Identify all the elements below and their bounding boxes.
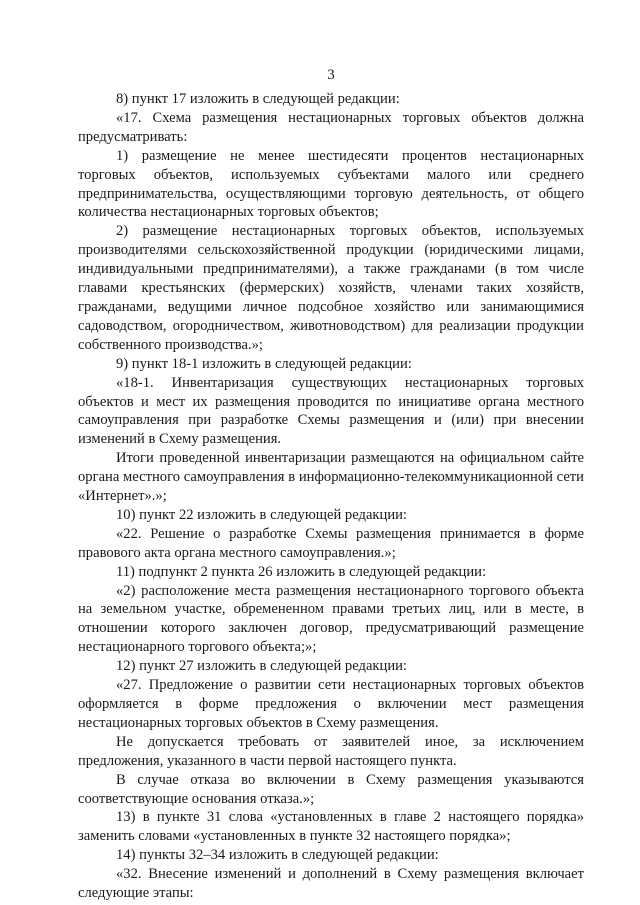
page-number: 3 <box>327 67 335 83</box>
paragraph-clause-27-part-2: Не допускается требовать от заявителей иное, за исключением предложения, указанного в части первой настоящего пункта. <box>78 733 584 769</box>
document-page <box>78 66 584 903</box>
paragraph-clause-32: «32. Внесение изменений и дополнений в Схему размещения включает следующие этапы: <box>78 866 584 902</box>
paragraph-item-11: 11) подпункт 2 пункта 26 изложить в следующей редакции: <box>116 563 487 580</box>
paragraph-clause-27: «27. Предложение о развитии сети нестационарных торговых объектов оформляется в форме предложения о включении мест размещения нестационарных торговых объектов в Схему размещения. <box>78 677 584 731</box>
paragraph-clause-17-1: 1) размещение не менее шестидесяти процентов нестационарных торговых объектов, используемых субъектами малого или среднего предпринимательства, осуществляющими торговую деятельность, от общего количества нестационарных торговых объектов; <box>78 147 584 221</box>
paragraph-item-8: 8) пункт 17 изложить в следующей редакции: <box>116 91 400 107</box>
paragraph-clause-17: «17. Схема размещения нестационарных торговых объектов должна предусматривать: <box>78 109 584 145</box>
paragraph-item-9: 9) пункт 18-1 изложить в следующей редакции: <box>116 355 412 372</box>
paragraph-clause-17-2: 2) размещение нестационарных торговых объектов, используемых производителями сельскохозяйственной продукции (юридическими лицами, индивидуальными предпринимателями), а также гражданами (в том числе главами крестьянских (фермерских) хозяйств, членами таких хозяйств, гражданами, ведущими личное подсобное хозяйство или занимающимися садоводством, огородничеством, животноводством) для реализации продукции собственного производства.»; <box>78 223 584 353</box>
paragraph-item-13: 13) в пункте 31 слова «установленных в главе 2 настоящего порядка» заменить словами «установленных в пункте 32 настоящего порядка»; <box>78 809 584 845</box>
paragraph-clause-27-part-3: В случае отказа во включении в Схему размещения указываются соответствующие основания отказа.»; <box>78 771 584 807</box>
paragraph-item-10: 10) пункт 22 изложить в следующей редакции: <box>116 506 407 523</box>
paragraph-clause-22: «22. Решение о разработке Схемы размещения принимается в форме правового акта органа местного самоуправления.»; <box>78 525 584 561</box>
paragraph-item-12: 12) пункт 27 изложить в следующей редакции: <box>116 658 407 675</box>
paragraph-item-14: 14) пункты 32–34 изложить в следующей редакции: <box>116 847 439 864</box>
paragraph-clause-18-1: «18-1. Инвентаризация существующих нестационарных торговых объектов и мест их размещения проводится по инициативе органа местного самоуправления при разработке Схемы размещения и (или) при внесении изменений в Схему размещения. <box>78 374 584 448</box>
paragraph-clause-26-2: «2) расположение места размещения нестационарного торгового объекта на земельном участке, обремененном правами третьих лиц, или в месте, в отношении которого заключен договор, предусматривающий размещение нестационарного торгового объекта;»; <box>78 582 584 656</box>
paragraph-clause-18-1-results: Итоги проведенной инвентаризации размещаются на официальном сайте органа местного самоуправления в информационно-телекоммуникационной сети «Интернет».»; <box>78 450 584 505</box>
